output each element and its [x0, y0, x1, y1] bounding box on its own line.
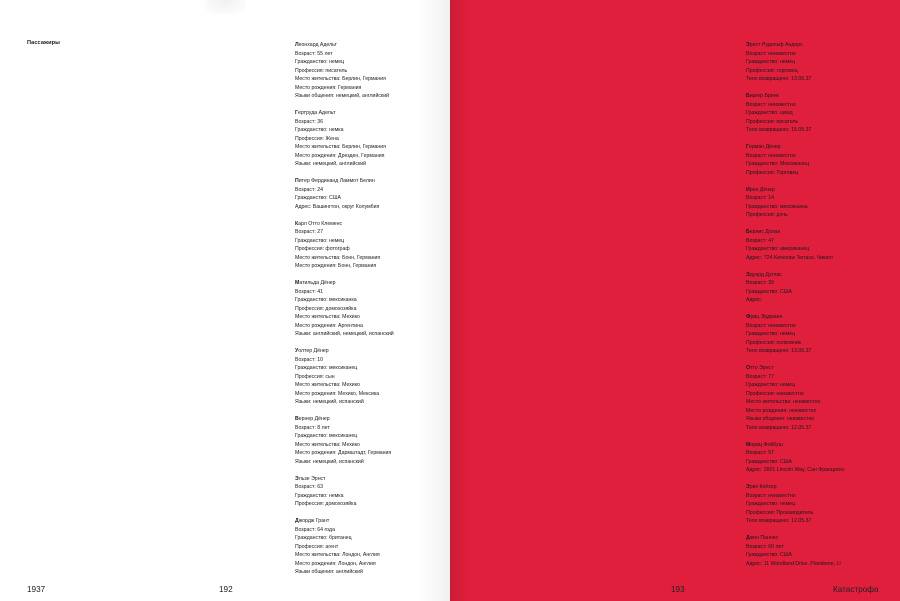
- passenger-name: Джордж Грант: [295, 518, 330, 524]
- page-number-left: 192: [219, 585, 233, 594]
- passenger-detail: Языки общения: неизвестно: [746, 416, 815, 422]
- passenger-name: Уолтер Дёнер: [295, 348, 329, 354]
- folio-year: 1937: [27, 585, 46, 594]
- passenger-entry: [295, 109, 394, 169]
- passenger-detail: Гражданство: немец: [746, 382, 796, 388]
- passenger-detail: Возраст: неизвестно: [746, 101, 796, 108]
- passenger-detail: Гражданство: немец: [746, 501, 796, 507]
- passenger-detail: Адрес: Вашингтон, округ Колумбия: [295, 203, 380, 210]
- passenger-detail: Гражданство: немец: [295, 59, 345, 65]
- passenger-detail: Профессия: писатель: [746, 118, 799, 125]
- passenger-detail: Место жительства: Берлин, Германия: [295, 144, 386, 150]
- passenger-detail: Гражданство: немка: [295, 492, 344, 499]
- passenger-detail: Гражданство: Мексиканец: [746, 161, 810, 167]
- passenger-detail: Гражданство: США: [746, 552, 792, 558]
- passenger-entry: [295, 220, 394, 271]
- gutter-shadow: [418, 0, 450, 601]
- section-title: Пассажиры: [27, 40, 61, 46]
- passenger-entry: [295, 415, 394, 466]
- passenger-detail: Профессия: писатель: [295, 67, 348, 74]
- passenger-name: Мориц Фейбуш: [746, 441, 783, 448]
- passenger-detail: Возраст: неизвестно: [746, 322, 796, 329]
- passenger-entry: [295, 177, 394, 211]
- passenger-detail: Гражданство: США: [746, 458, 792, 465]
- passenger-detail: Место рождения: Дрезден, Германия: [295, 152, 385, 159]
- passenger-detail: Место рождения: неизвестно: [746, 407, 817, 414]
- passenger-detail: Профессия: сын: [295, 373, 335, 380]
- passenger-detail: Тело возвращено: 13.05.37: [746, 76, 812, 82]
- passenger-name: Эрих Кнёхер: [746, 484, 777, 490]
- passenger-entry: [746, 534, 845, 568]
- passenger-entry: [295, 347, 394, 407]
- passenger-detail: Место жительства: Лондон, Англия: [295, 552, 380, 558]
- page-number-right: 193: [671, 585, 685, 594]
- passenger-entry: [295, 41, 394, 101]
- passenger-detail: Гражданство: немец: [295, 237, 345, 244]
- passenger-detail: Возраст: 36: [295, 118, 324, 125]
- passenger-detail: Тело возвращено: 13.05.37: [746, 348, 812, 354]
- passenger-detail: Место жительства: Мехико: [295, 382, 360, 388]
- passenger-list-right: [746, 41, 845, 577]
- passenger-detail: Гражданство: мексиканец: [295, 365, 358, 371]
- passenger-entry: [295, 475, 394, 509]
- passenger-detail: Возраст: 55 лет: [295, 50, 333, 57]
- passenger-detail: Место жительства: Берлин, Германия: [295, 76, 386, 82]
- passenger-detail: Профессия: фотограф: [295, 246, 350, 252]
- passenger-name: Питер Фердинанд Ламмот Белин: [295, 178, 375, 184]
- passenger-detail: Возраст: 8 лет: [295, 424, 330, 431]
- passenger-detail: Возраст: 41: [295, 288, 324, 295]
- passenger-detail: Возраст: 14: [746, 195, 775, 201]
- passenger-detail: Гражданство: США: [295, 195, 341, 201]
- passenger-detail: Гражданство: швед: [746, 110, 793, 116]
- passenger-detail: Место жительства: неизвестно: [746, 399, 821, 405]
- passenger-detail: Адрес: 724 Kenesaw Terrace, Чикаго: [746, 254, 833, 261]
- passenger-detail: Адрес: 11 Woodland Drive, Plandome, LI: [746, 560, 841, 567]
- passenger-entry: [746, 41, 845, 84]
- passenger-detail: Возраст: 39: [746, 280, 775, 286]
- passenger-detail: Профессия: домохозяйка: [295, 305, 357, 312]
- passenger-detail: Адрес: 2601 Lincoln Way, Сан Франциско: [746, 467, 845, 473]
- passenger-detail: Гражданство: американец: [746, 246, 810, 252]
- passenger-entry: [746, 143, 845, 177]
- passenger-name: Гертруда Адельт: [295, 110, 336, 116]
- passenger-name: Биргер Бринк: [746, 93, 779, 99]
- passenger-detail: Профессия: Жена: [295, 135, 339, 142]
- passenger-detail: Профессия: дочь: [746, 212, 788, 218]
- passenger-detail: Гражданство: мексиканец: [295, 433, 358, 439]
- passenger-entry: [746, 92, 845, 135]
- passenger-entry: [295, 517, 394, 577]
- passenger-detail: Возраст: 63: [295, 484, 324, 490]
- passenger-detail: Гражданство: немец: [746, 59, 796, 65]
- passenger-list-left: [295, 41, 394, 585]
- passenger-detail: Адрес:: [746, 297, 763, 303]
- passenger-name: Ирен Дёнер: [746, 186, 775, 193]
- passenger-name: Леонхард Адельт: [295, 42, 337, 48]
- passenger-detail: Профессия: Торговец: [746, 169, 799, 176]
- running-title: Катастрофа: [833, 585, 879, 594]
- passenger-detail: Тело возвращено: 12.05.37: [746, 518, 812, 524]
- passenger-detail: Тело возвращено: 15.05.37: [746, 127, 812, 133]
- passenger-name: Эльзе Эрнст: [295, 475, 326, 482]
- passenger-detail: Возраст: неизвестно: [746, 50, 796, 57]
- passenger-detail: Профессия: торговец: [746, 67, 798, 74]
- passenger-detail: Возраст: неизвестно: [746, 492, 796, 499]
- passenger-entry: [295, 279, 394, 339]
- passenger-detail: Место рождения: Лондон, Англия: [295, 560, 376, 567]
- passenger-detail: Место жительства: Мехико: [295, 441, 360, 448]
- passenger-detail: Место рождения: Германия: [295, 84, 362, 91]
- passenger-entry: [746, 186, 845, 220]
- gutter-shadow-right: [450, 0, 470, 601]
- passenger-detail: Возраст: 57: [746, 450, 775, 456]
- passenger-detail: Место жительства: Мехико: [295, 314, 360, 320]
- passenger-detail: Возраст: 10: [295, 356, 324, 363]
- passenger-detail: Профессия: агент: [295, 543, 339, 550]
- passenger-name: Отто Эрнст: [746, 365, 774, 371]
- passenger-detail: Гражданство: мексиканка: [295, 297, 357, 303]
- passenger-detail: Место рождения: Мехико, Мексика: [295, 390, 380, 397]
- passenger-name: Эрнст Рудольф Андерс: [746, 42, 803, 48]
- passenger-detail: Возраст: 27: [295, 229, 324, 235]
- passenger-detail: Возраст: 77: [746, 373, 775, 380]
- passenger-entry: [746, 271, 845, 305]
- passenger-entry: [746, 228, 845, 262]
- passenger-entry: [746, 313, 845, 356]
- page-smudge: [205, 0, 245, 14]
- passenger-detail: Гражданство: британец: [295, 535, 352, 541]
- passenger-detail: Языки общения: немецкий, английский: [295, 93, 389, 99]
- passenger-detail: Место жительства: Бонн, Германия: [295, 254, 381, 261]
- passenger-detail: Языки: немецкий, испанский: [295, 399, 364, 405]
- passenger-detail: Возраст: 24: [295, 186, 324, 193]
- passenger-detail: Профессия: неизвестно: [746, 390, 804, 397]
- passenger-detail: Место рождения: Аргентина: [295, 322, 363, 329]
- passenger-detail: Языки: английский, немецкий, испанский: [295, 331, 394, 337]
- passenger-name: Герман Дёнер: [746, 144, 781, 150]
- passenger-detail: Тело возвращено: 12.05.37: [746, 424, 812, 431]
- passenger-detail: Место рождения: Бонн, Германия: [295, 263, 377, 269]
- passenger-detail: Возраст: 64 года: [295, 526, 335, 533]
- passenger-entry: [746, 364, 845, 432]
- passenger-name: Джон Паннес: [746, 535, 779, 541]
- right-page: [450, 0, 900, 601]
- passenger-detail: Возраст: неизвестно: [746, 152, 796, 159]
- passenger-detail: Возраст: 60 лет: [746, 543, 784, 550]
- passenger-detail: Гражданство: США: [746, 288, 792, 295]
- passenger-name: Матильда Дёнер: [295, 280, 336, 286]
- passenger-name: Карл Отто Клеменс: [295, 220, 343, 227]
- passenger-detail: Языки: немецкий, английский: [295, 161, 367, 167]
- passenger-detail: Профессия: домохозяйка: [295, 501, 357, 507]
- passenger-name: Берлис Долан: [746, 229, 781, 235]
- passenger-detail: Профессия: Производитель: [746, 509, 814, 516]
- passenger-detail: Возраст: 47: [746, 237, 775, 244]
- passenger-name: Вернер Дёнер: [295, 416, 330, 422]
- passenger-name: Фриц Эрдманн: [746, 314, 783, 320]
- passenger-detail: Гражданство: мексиканка: [746, 203, 808, 210]
- passenger-entry: [746, 483, 845, 526]
- passenger-detail: Место рождения: Дармштадт, Германия: [295, 450, 392, 456]
- passenger-detail: Гражданство: немка: [295, 127, 344, 133]
- passenger-detail: Гражданство: немец: [746, 331, 796, 337]
- passenger-entry: [746, 441, 845, 475]
- passenger-name: Эдуард Дуглас: [746, 271, 782, 278]
- passenger-detail: Языки общения: английский: [295, 569, 363, 575]
- passenger-detail: Профессия: полковник: [746, 339, 802, 346]
- passenger-detail: Языки: немецкий, испанский: [295, 458, 364, 465]
